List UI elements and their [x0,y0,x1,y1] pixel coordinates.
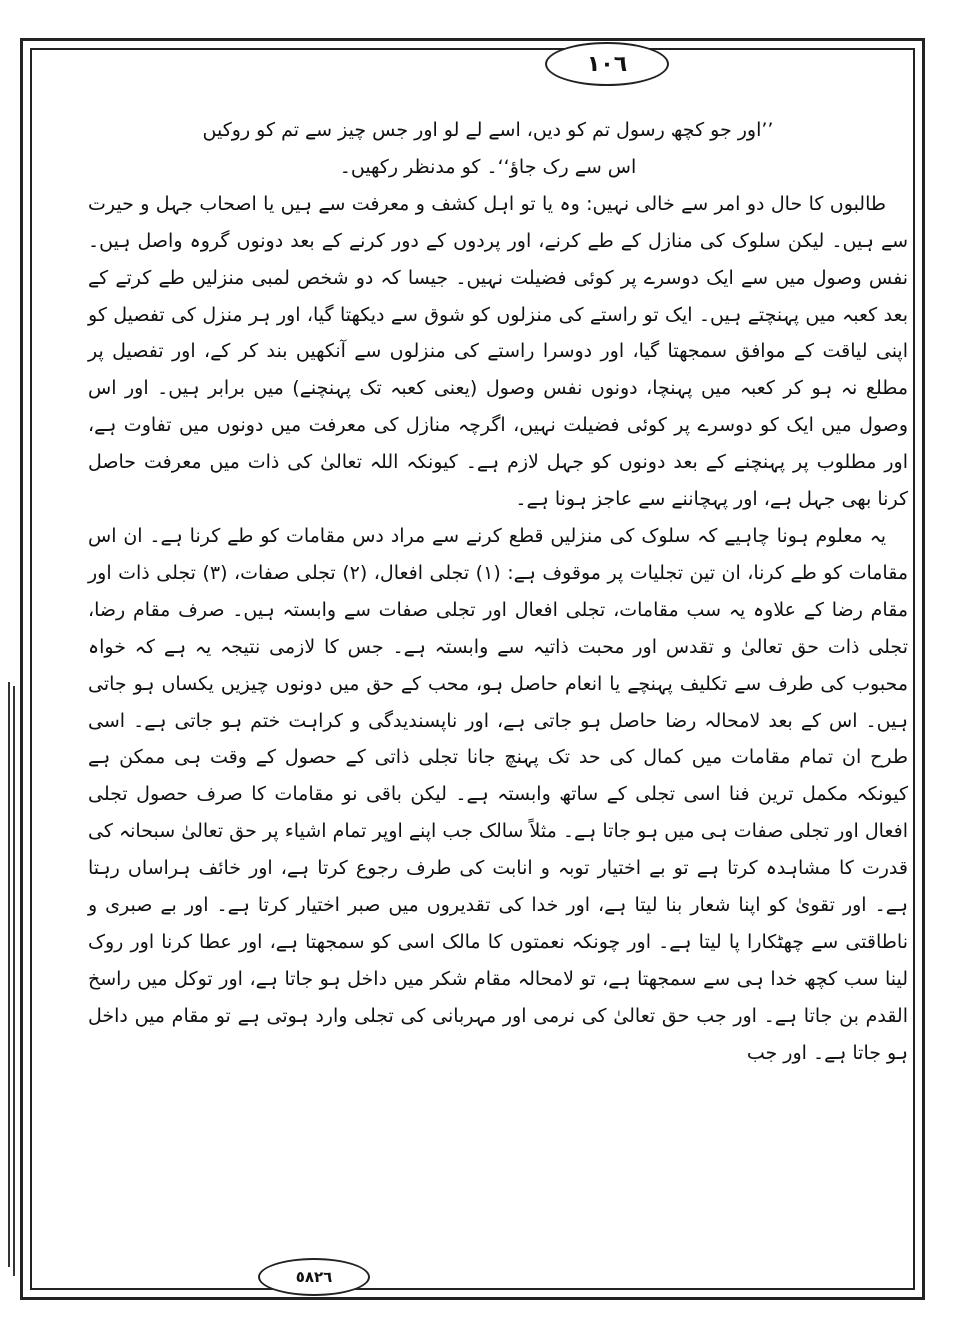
footer-page-number: ٥٨٢٦ [258,1258,370,1296]
paragraph-2: یہ معلوم ہونا چاہیے کہ سلوک کی منزلیں قطع کرنے سے مراد دس مقامات کو طے کرنا ہے۔ ان اس مقامات کو طے کرنا، ان تین تجلیات پر موقوف ہے: (۱) تجلی افعال، (۲) تجلی صفات، (۳) تجلی ذات اور مقام رضا کے علاوہ یہ سب مقامات، تجلی افعال اور تجلی صفات سے وابستہ ہیں۔ صرف مقام رضا، تجلی ذات حق تعالیٰ و تقدس اور محبت ذاتیہ سے وابستہ ہے۔ جس کا لازمی نتیجہ یہ ہے کہ خواہ محبوب کی طرف سے تکلیف پہنچے یا انعام حاصل ہو، محب کے حق میں دونوں چیزیں یکساں ہو جاتی ہیں۔ اس کے بعد لامحالہ رضا حاصل ہو جاتی ہے، اور ناپسندیدگی و کراہت ختم ہو جاتی ہے۔ اسی طرح ان تمام مقامات میں کمال کی حد تک پہنچ جانا تجلی ذاتی کے حصول کے وقت ہی ممکن ہے کیونکہ مکمل ترین فنا اسی تجلی کے ساتھ وابستہ ہے۔ لیکن باقی نو مقامات کا صرف حصول تجلی افعال اور تجلی صفات ہی میں ہو جاتا ہے۔ مثلاً سالک جب اپنے اوپر تمام اشیاء پر حق تعالیٰ سبحانہ کی قدرت کا مشاہدہ کرتا ہے تو بے اختیار توبہ و انابت کی طرف رجوع کرتا ہے، اور خائف ہراساں رہتا ہے۔ اور تقویٰ کو اپنا شعار بنا لیتا ہے، اور خدا کی تقدیروں میں صبر اختیار کرتا ہے۔ اور بے صبری و ناطاقتی سے چھٹکارا پا لیتا ہے۔ اور چونکہ نعمتوں کا مالک اسی کو سمجھتا ہے، اور عطا کرنا اور روک لینا سب کچھ خدا ہی سے سمجھتا ہے، تو لامحالہ مقام شکر میں داخل ہو جاتا ہے، اور توکل میں راسخ القدم بن جاتا ہے۔ اور جب حق تعالیٰ کی نرمی اور مہربانی کی تجلی وارد ہوتی ہے تو مقام میں داخل ہو جاتا ہے۔ اور جب [88,524,908,1064]
quote-line-1: ’’اور جو کچھ رسول تم کو دیں، اسے لے لو اور جس چیز سے تم کو روکیں [202,119,774,141]
quote-line-2: اس سے رک جاؤ‘‘۔ کو مدنظر رکھیں۔ [339,155,637,178]
page-number: ١٠٦ [545,42,669,86]
paragraph-1: طالبوں کا حال دو امر سے خالی نہیں: وہ یا تو اہل کشف و معرفت سے ہیں یا اصحاب جہل و حیرت سے ہیں۔ لیکن سلوک کی منازل کے طے کرنے، اور پردوں کے دور کرنے کے بعد دونوں گروہ واصل ہیں۔ نفس وصول میں سے ایک دوسرے پر کوئی فضیلت نہیں۔ جیسا کہ دو شخص لمبی منزلیں طے کرتے کے بعد کعبہ میں پہنچتے ہیں۔ ایک تو راستے کی منزلوں کو شوق سے دیکھتا گیا، اور ہر منزل کی تفصیل کو اپنی لیاقت کے موافق سمجھتا گیا، اور دوسرا راستے کی منزلوں سے آنکھیں بند کر کے، اور تفصیل پر مطلع نہ ہو کر کعبہ میں پہنچا، دونوں نفس وصول (یعنی کعبہ تک پہنچنے) میں برابر ہیں۔ اور اس وصول میں ایک کو دوسرے پر کوئی فضیلت نہیں، اگرچہ منازل کی معرفت میں دونوں میں تفاوت ہے، اور مطلوب پر پہنچنے کے بعد دونوں کو جہل لازم ہے۔ کیونکہ اللہ تعالیٰ کی ذات میں معرفت حاصل کرنا بھی جہل ہے، اور پہچاننے سے عاجز ہونا ہے۔ [88,192,908,511]
page-text [88,112,908,1072]
side-bracket-mid [13,686,15,1276]
side-bracket-top [8,682,10,1267]
